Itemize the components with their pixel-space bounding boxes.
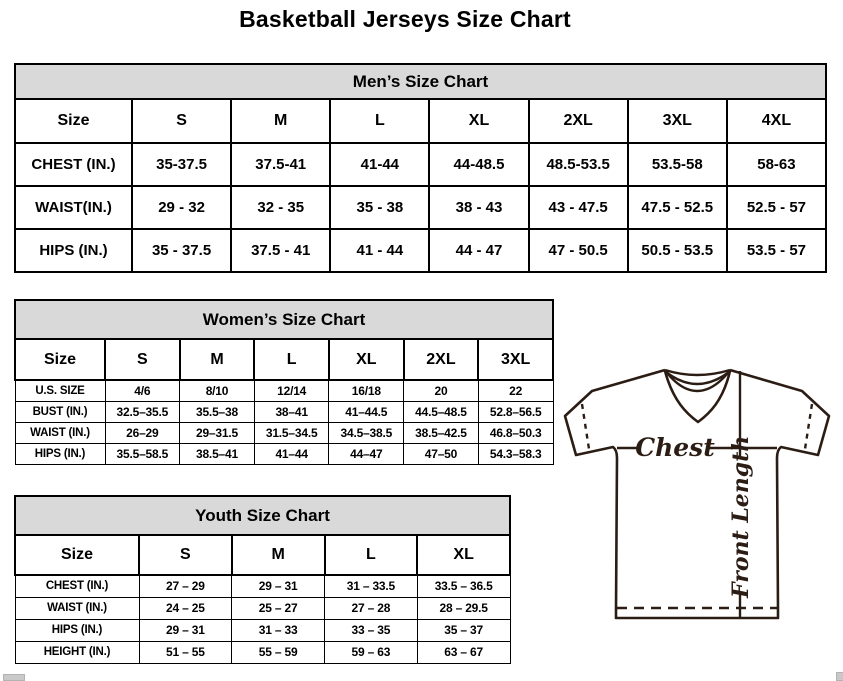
table-cell: 54.3–58.3	[478, 443, 553, 464]
table-cell: 31.5–34.5	[254, 422, 329, 443]
table-cell: 34.5–38.5	[329, 422, 404, 443]
table-cell: 4/6	[105, 380, 180, 401]
table-cell: 38.5–41	[180, 443, 255, 464]
womens-chart-title: Women’s Size Chart	[14, 299, 554, 340]
table-row	[15, 186, 826, 229]
mens-chart-title: Men’s Size Chart	[14, 63, 827, 100]
table-cell: 33.5 – 36.5	[417, 575, 510, 597]
row-label: CHEST (IN.)	[15, 575, 139, 597]
table-cell: 41–44	[254, 443, 329, 464]
table-cell: 27 – 28	[325, 597, 418, 619]
mens-size-table	[14, 98, 827, 273]
row-label: HIPS (IN.)	[15, 229, 132, 272]
table-cell: 24 – 25	[139, 597, 232, 619]
table-cell: 29 – 31	[139, 619, 232, 641]
table-row	[15, 597, 510, 619]
column-header: XL	[329, 339, 404, 380]
table-cell: 20	[404, 380, 479, 401]
table-cell: 46.8–50.3	[478, 422, 553, 443]
table-cell: 47 - 50.5	[529, 229, 628, 272]
header-row	[15, 535, 510, 575]
table-cell: 35.5–38	[180, 401, 255, 422]
table-cell: 44.5–48.5	[404, 401, 479, 422]
table-cell: 29–31.5	[180, 422, 255, 443]
row-label: WAIST(IN.)	[15, 186, 132, 229]
table-cell: 27 – 29	[139, 575, 232, 597]
table-cell: 41-44	[330, 143, 429, 186]
table-cell: 31 – 33	[232, 619, 325, 641]
table-cell: 63 – 67	[417, 641, 510, 663]
table-cell: 38–41	[254, 401, 329, 422]
table-cell: 51 – 55	[139, 641, 232, 663]
column-header: M	[180, 339, 255, 380]
collar-top-curve	[665, 370, 730, 375]
table-cell: 29 - 32	[132, 186, 231, 229]
table-cell: 37.5-41	[231, 143, 330, 186]
table-row	[15, 380, 553, 401]
table-cell: 35 - 37.5	[132, 229, 231, 272]
table-cell: 25 – 27	[232, 597, 325, 619]
row-label: CHEST (IN.)	[15, 143, 132, 186]
column-header: L	[254, 339, 329, 380]
table-cell: 53.5-58	[628, 143, 727, 186]
column-header: 2XL	[529, 99, 628, 143]
column-header: 4XL	[727, 99, 826, 143]
column-header: XL	[417, 535, 510, 575]
row-label: U.S. SIZE	[15, 380, 105, 401]
table-cell: 37.5 - 41	[231, 229, 330, 272]
table-cell: 8/10	[180, 380, 255, 401]
table-cell: 52.5 - 57	[727, 186, 826, 229]
youth-chart-title: Youth Size Chart	[14, 495, 511, 536]
table-cell: 35 – 37	[417, 619, 510, 641]
column-header: S	[132, 99, 231, 143]
table-cell: 50.5 - 53.5	[628, 229, 727, 272]
table-cell: 31 – 33.5	[325, 575, 418, 597]
row-label: WAIST (IN.)	[15, 597, 139, 619]
column-header: Size	[15, 339, 105, 380]
row-label: HIPS (IN.)	[15, 443, 105, 464]
table-cell: 55 – 59	[232, 641, 325, 663]
table-cell: 44-48.5	[429, 143, 528, 186]
left-cuff-dashed-line	[582, 404, 589, 449]
womens-size-chart	[14, 299, 554, 465]
table-row	[15, 229, 826, 272]
youth-size-table	[14, 534, 511, 664]
scrollbar-fragment-left[interactable]	[3, 674, 25, 681]
table-row	[15, 143, 826, 186]
table-cell: 26–29	[105, 422, 180, 443]
jersey-measurement-diagram	[555, 356, 843, 626]
table-cell: 58-63	[727, 143, 826, 186]
table-cell: 16/18	[329, 380, 404, 401]
table-row	[15, 401, 553, 422]
table-cell: 47.5 - 52.5	[628, 186, 727, 229]
header-row	[15, 339, 553, 380]
jersey-outline	[565, 370, 829, 618]
header-row	[15, 99, 826, 143]
column-header: 3XL	[628, 99, 727, 143]
table-cell: 33 – 35	[325, 619, 418, 641]
table-row	[15, 575, 510, 597]
table-cell: 52.8–56.5	[478, 401, 553, 422]
page-title: Basketball Jerseys Size Chart	[239, 6, 571, 32]
chest-label: Chest	[635, 433, 715, 462]
table-cell: 48.5-53.5	[529, 143, 628, 186]
mens-size-chart	[14, 63, 827, 273]
column-header: M	[232, 535, 325, 575]
scrollbar-fragment-right[interactable]	[836, 672, 843, 681]
table-cell: 32 - 35	[231, 186, 330, 229]
table-cell: 59 – 63	[325, 641, 418, 663]
column-header: M	[231, 99, 330, 143]
table-cell: 53.5 - 57	[727, 229, 826, 272]
table-cell: 38 - 43	[429, 186, 528, 229]
column-header: Size	[15, 535, 139, 575]
table-cell: 41 - 44	[330, 229, 429, 272]
table-cell: 43 - 47.5	[529, 186, 628, 229]
table-row	[15, 619, 510, 641]
table-cell: 22	[478, 380, 553, 401]
row-label: WAIST (IN.)	[15, 422, 105, 443]
row-label: HEIGHT (IN.)	[15, 641, 139, 663]
column-header: L	[330, 99, 429, 143]
table-cell: 44 - 47	[429, 229, 528, 272]
row-label: BUST (IN.)	[15, 401, 105, 422]
table-cell: 32.5–35.5	[105, 401, 180, 422]
row-label: HIPS (IN.)	[15, 619, 139, 641]
table-row	[15, 443, 553, 464]
youth-size-chart	[14, 495, 511, 664]
table-cell: 35.5–58.5	[105, 443, 180, 464]
table-cell: 12/14	[254, 380, 329, 401]
table-row	[15, 641, 510, 663]
table-cell: 35-37.5	[132, 143, 231, 186]
right-cuff-dashed-line	[805, 404, 812, 449]
column-header: 3XL	[478, 339, 553, 380]
column-header: L	[325, 535, 418, 575]
table-row	[15, 422, 553, 443]
column-header: 2XL	[404, 339, 479, 380]
column-header: S	[105, 339, 180, 380]
column-header: Size	[15, 99, 132, 143]
table-cell: 35 - 38	[330, 186, 429, 229]
table-cell: 44–47	[329, 443, 404, 464]
table-cell: 41–44.5	[329, 401, 404, 422]
table-cell: 47–50	[404, 443, 479, 464]
table-cell: 38.5–42.5	[404, 422, 479, 443]
front-length-label: Front Length	[728, 435, 754, 598]
table-cell: 28 – 29.5	[417, 597, 510, 619]
table-cell: 29 – 31	[232, 575, 325, 597]
column-header: XL	[429, 99, 528, 143]
womens-size-table	[14, 338, 554, 465]
column-header: S	[139, 535, 232, 575]
